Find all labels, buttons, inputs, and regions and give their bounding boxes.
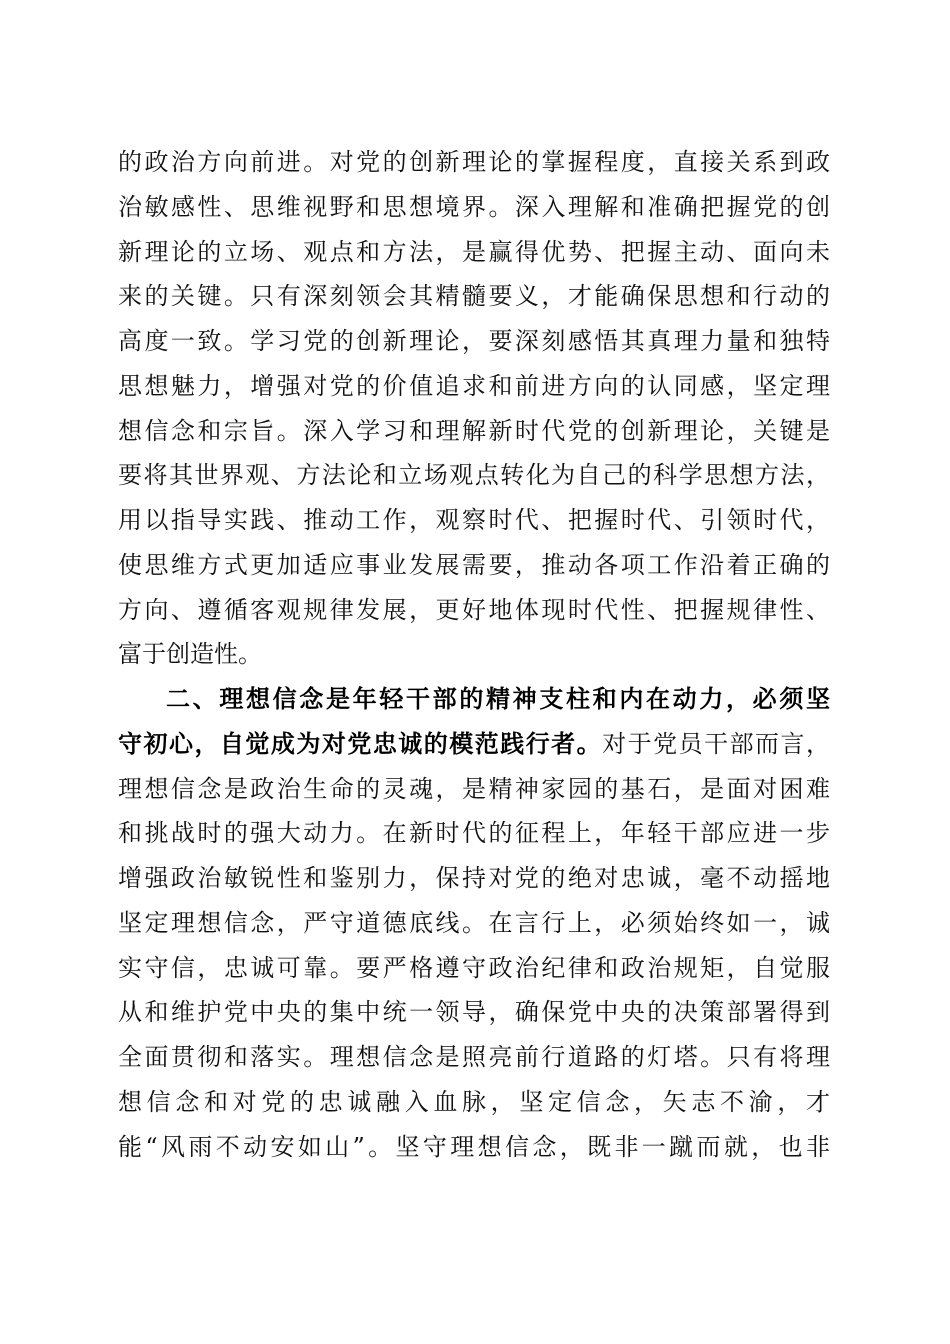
paragraph-2 <box>118 677 830 1169</box>
body-text <box>118 140 830 1169</box>
paragraph-1-line-3: 新理论的立场、观点和方法，是赢得优势、把握主动、面向未 <box>118 237 830 266</box>
paragraph-2-line-3: 理想信念是政治生命的灵魂，是精神家园的基石，是面对困难 <box>118 774 830 803</box>
paragraph-2-line-5: 增强政治敏锐性和鉴别力，保持对党的绝对忠诚，毫不动摇地 <box>118 864 830 892</box>
paragraph-1 <box>118 140 830 677</box>
section-heading-part-1: 二、理想信念是年轻干部的精神支柱和内在动力，必须坚 <box>166 684 830 713</box>
paragraph-2-line-10: 想信念和对党的忠诚融入血脉，坚定信念，矢志不渝，才 <box>118 1087 830 1116</box>
paragraph-1-line-9: 用以指导实践、推动工作，观察时代、把握时代、引领时代， <box>118 506 830 534</box>
paragraph-1-line-12: 富于创造性。 <box>118 640 262 669</box>
paragraph-1-line-2: 治敏感性、思维视野和思想境界。深入理解和准确把握党的创 <box>118 192 830 221</box>
paragraph-2-line-7: 实守信，忠诚可靠。要严格遵守政治纪律和政治规矩，自觉服 <box>118 953 830 982</box>
paragraph-1-line-1: 的政治方向前进。对党的创新理论的掌握程度，直接关系到政 <box>118 148 830 176</box>
paragraph-1-line-7: 想信念和宗旨。深入学习和理解新时代党的创新理论，关键是 <box>118 416 830 445</box>
paragraph-1-line-4: 来的关键。只有深刻领会其精髓要义，才能确保思想和行动的 <box>118 282 830 311</box>
paragraph-2-line-2-text: 对于党员干部而言， <box>602 729 830 758</box>
paragraph-1-line-11: 方向、遵循客观规律发展，更好地体现时代性、把握规律性、 <box>118 595 830 624</box>
paragraph-1-line-10: 使思维方式更加适应事业发展需要，推动各项工作沿着正确的 <box>118 550 830 579</box>
paragraph-2-line-2 <box>118 722 830 767</box>
paragraph-2-line-8: 从和维护党中央的集中统一领导，确保党中央的决策部署得到 <box>118 998 830 1027</box>
paragraph-1-line-8: 要将其世界观、方法论和立场观点转化为自己的科学思想方法， <box>118 461 830 490</box>
paragraph-2-line-9: 全面贯彻和落实。理想信念是照亮前行道路的灯塔。只有将理 <box>118 1043 830 1071</box>
section-heading-part-2: 守初心，自觉成为对党忠诚的模范践行者。 <box>118 728 603 758</box>
paragraph-1-line-6: 思想魅力，增强对党的价值追求和前进方向的认同感，坚定理 <box>118 371 830 400</box>
paragraph-2-line-1 <box>118 677 830 722</box>
paragraph-2-line-6: 坚定理想信念，严守道德底线。在言行上，必须始终如一，诚 <box>118 908 830 937</box>
paragraph-2-line-11: 能“风雨不动安如山”。坚守理想信念，既非一蹴而就，也非 <box>118 1132 830 1161</box>
paragraph-2-line-4: 和挑战时的强大动力。在新时代的征程上，年轻干部应进一步 <box>118 819 830 848</box>
paragraph-1-line-5: 高度一致。学习党的创新理论，要深刻感悟其真理力量和独特 <box>118 327 830 355</box>
